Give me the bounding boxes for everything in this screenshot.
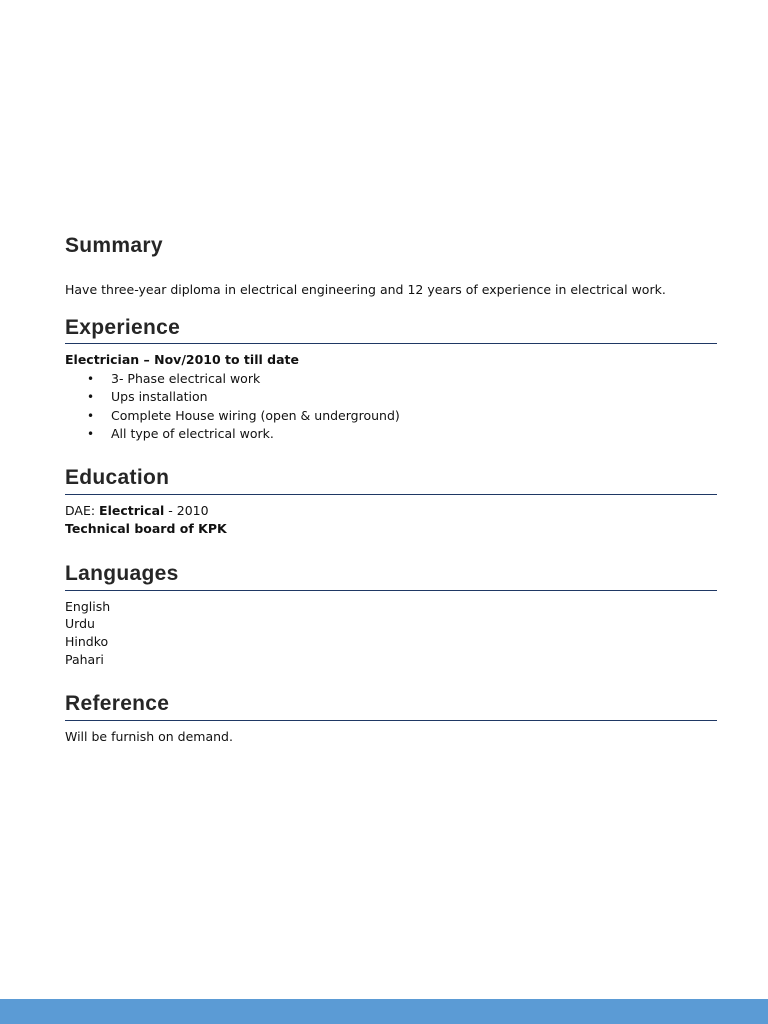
language-item: English bbox=[65, 599, 111, 614]
languages-divider bbox=[65, 590, 717, 591]
language-item: Urdu bbox=[65, 616, 95, 631]
language-item: Pahari bbox=[65, 652, 104, 667]
language-item: Hindko bbox=[65, 634, 109, 649]
reference-heading: Reference bbox=[65, 692, 170, 715]
degree-year: - 2010 bbox=[164, 503, 209, 518]
list-item bbox=[65, 388, 400, 406]
experience-list bbox=[65, 370, 400, 443]
summary-text: Have three-year diploma in electrical engineering and 12 years of experience in electrical work. bbox=[65, 282, 666, 297]
reference-text: Will be furnish on demand. bbox=[65, 729, 233, 744]
degree-field: Electrical bbox=[99, 503, 165, 518]
list-item-text: 3- Phase electrical work bbox=[111, 371, 261, 386]
degree-line bbox=[65, 502, 209, 520]
list-item-text: Complete House wiring (open & underground) bbox=[111, 407, 400, 423]
summary-heading: Summary bbox=[65, 234, 163, 257]
list-item bbox=[65, 425, 400, 443]
list-item-text: All type of electrical work. bbox=[111, 425, 274, 441]
reference-divider bbox=[65, 720, 717, 721]
bullet-icon: • bbox=[87, 372, 95, 386]
footer-accent-bar bbox=[0, 999, 768, 1024]
bullet-icon: • bbox=[87, 408, 95, 423]
list-item-text: Ups installation bbox=[111, 389, 208, 405]
list-item bbox=[65, 407, 400, 425]
experience-heading: Experience bbox=[65, 316, 181, 339]
degree-prefix: DAE: bbox=[65, 503, 100, 518]
experience-divider bbox=[65, 343, 717, 344]
languages-heading: Languages bbox=[65, 562, 179, 585]
education-heading: Education bbox=[65, 466, 170, 489]
bullet-icon: • bbox=[87, 426, 95, 441]
bullet-icon: • bbox=[87, 390, 95, 405]
job-title: Electrician – Nov/2010 to till date bbox=[65, 352, 299, 367]
education-board: Technical board of KPK bbox=[65, 521, 227, 536]
list-item bbox=[65, 370, 400, 388]
education-divider bbox=[65, 494, 717, 495]
